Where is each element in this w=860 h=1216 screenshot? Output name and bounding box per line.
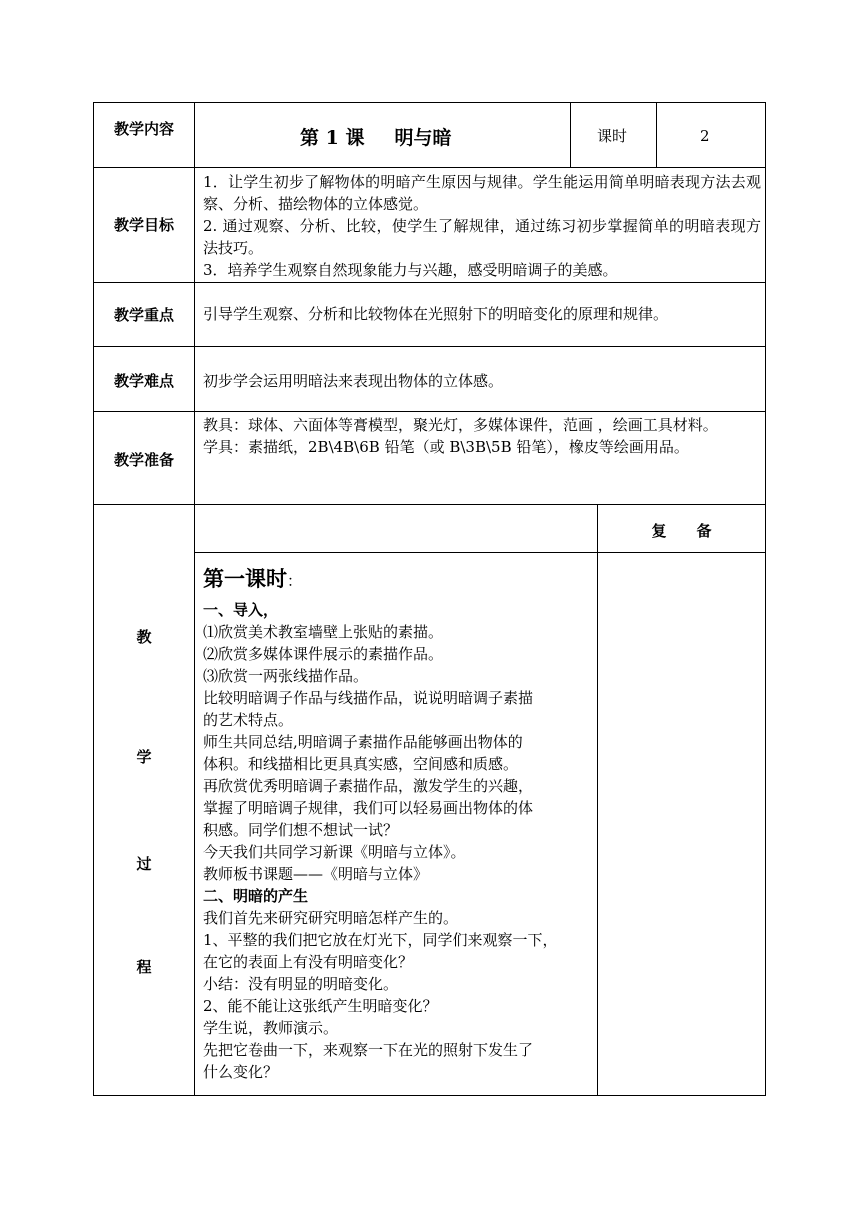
process-line: 2、能不能让这张纸产生明暗变化？: [203, 997, 438, 1015]
section-title-colon: ：: [287, 572, 303, 590]
process-line: 比较明暗调子作品与线描作品，说说明暗调子素描: [203, 689, 534, 707]
process-line: 什么变化？: [203, 1063, 279, 1081]
content-label: 教学内容: [113, 120, 174, 138]
process-line: 教师板书课题——《明暗与立体》: [203, 865, 429, 883]
process-line: 1、平整的我们把它放在灯光下，同学们来观察一下，: [203, 931, 558, 949]
process-line: 在它的表面上有没有明暗变化？: [203, 953, 414, 971]
student-materials: 学具：素描纸，2B\4B\6B 铅笔（或 B\3B\5B 铅笔），橡皮等绘画用品。: [203, 438, 689, 456]
hours-label: 课时: [597, 127, 628, 145]
goal-item: 1．让学生初步了解物体的明暗产生原因与规律。学生能运用简单明暗表现方法去观察、分析、描绘物体的立体感觉。: [203, 173, 761, 213]
preparation-text: [203, 414, 761, 458]
lesson-name: 明与暗: [394, 127, 452, 149]
row-divider-process-header: [194, 552, 766, 553]
process-line: ⑴欣赏美术教室墙壁上张贴的素描。: [203, 623, 444, 641]
process-line: 师生共同总结,明暗调子素描作品能够画出物体的: [203, 733, 523, 751]
teacher-materials: 教具：球体、六面体等膏模型，聚光灯，多媒体课件，范画 ，绘画工具材料。: [203, 416, 718, 434]
process-line: 掌握了明暗调子规律，我们可以轻易画出物体的体: [203, 799, 534, 817]
process-line: 学生说，教师演示。: [203, 1019, 339, 1037]
process-line: 体积。和线描相比更具真实感，空间感和质感。: [203, 755, 519, 773]
difficulties-text: 初步学会运用明暗法来表现出物体的立体感。: [203, 372, 504, 390]
goal-item: 3．培养学生观察自然现象能力与兴趣，感受明暗调子的美感。: [203, 261, 618, 279]
process-line: ⑵欣赏多媒体课件展示的素描作品。: [203, 645, 444, 663]
process-line: ⑶欣赏一两张线描作品。: [203, 667, 369, 685]
process-label-char: 过: [136, 855, 152, 873]
hours-label-divider: [570, 102, 571, 168]
process-content: [203, 563, 595, 1083]
review-header: 复 备: [651, 522, 712, 540]
table-border-right: [765, 102, 766, 1096]
goal-item: 2. 通过观察、分析、比较，使学生了解规律，通过练习初步掌握简单的明暗表现方法技巧。: [203, 217, 761, 257]
process-line: 积感。同学们想不想试一试？: [203, 821, 399, 839]
process-line: 我们首先来研究研究明暗怎样产生的。: [203, 909, 459, 927]
process-line: 今天我们共同学习新课《明暗与立体》。: [203, 843, 466, 861]
process-lines: [203, 599, 595, 1083]
lesson-number: 第 1 课: [300, 127, 365, 149]
goals-label: 教学目标: [113, 216, 174, 234]
process-line: 先把它卷曲一下，来观察一下在光的照射下发生了: [203, 1041, 534, 1059]
process-label-char: 学: [136, 748, 152, 766]
process-label-char: 程: [136, 958, 152, 976]
process-line: 二、明暗的产生: [203, 887, 309, 905]
process-line: 小结：没有明显的明暗变化。: [203, 975, 399, 993]
lesson-title: [300, 123, 570, 150]
key-points-label: 教学重点: [113, 306, 174, 324]
table-border-left: [93, 102, 94, 1096]
goals-list: [203, 171, 761, 281]
review-column-divider: [597, 504, 598, 1096]
section-title-text: 第一课时: [203, 566, 287, 591]
preparation-label: 教学准备: [113, 451, 174, 469]
key-points-text: 引导学生观察、分析和比较物体在光照射下的明暗变化的原理和规律。: [203, 305, 669, 323]
process-line: 再欣赏优秀明暗调子素描作品，激发学生的兴趣，: [203, 777, 534, 795]
label-column-divider: [194, 102, 195, 1096]
process-line: 的艺术特点。: [203, 711, 294, 729]
process-line: 一、导入，: [203, 601, 279, 619]
section-title: [203, 563, 595, 593]
difficulties-label: 教学难点: [113, 372, 174, 390]
process-label-char: 教: [136, 628, 152, 646]
hours-value: 2: [700, 127, 710, 145]
